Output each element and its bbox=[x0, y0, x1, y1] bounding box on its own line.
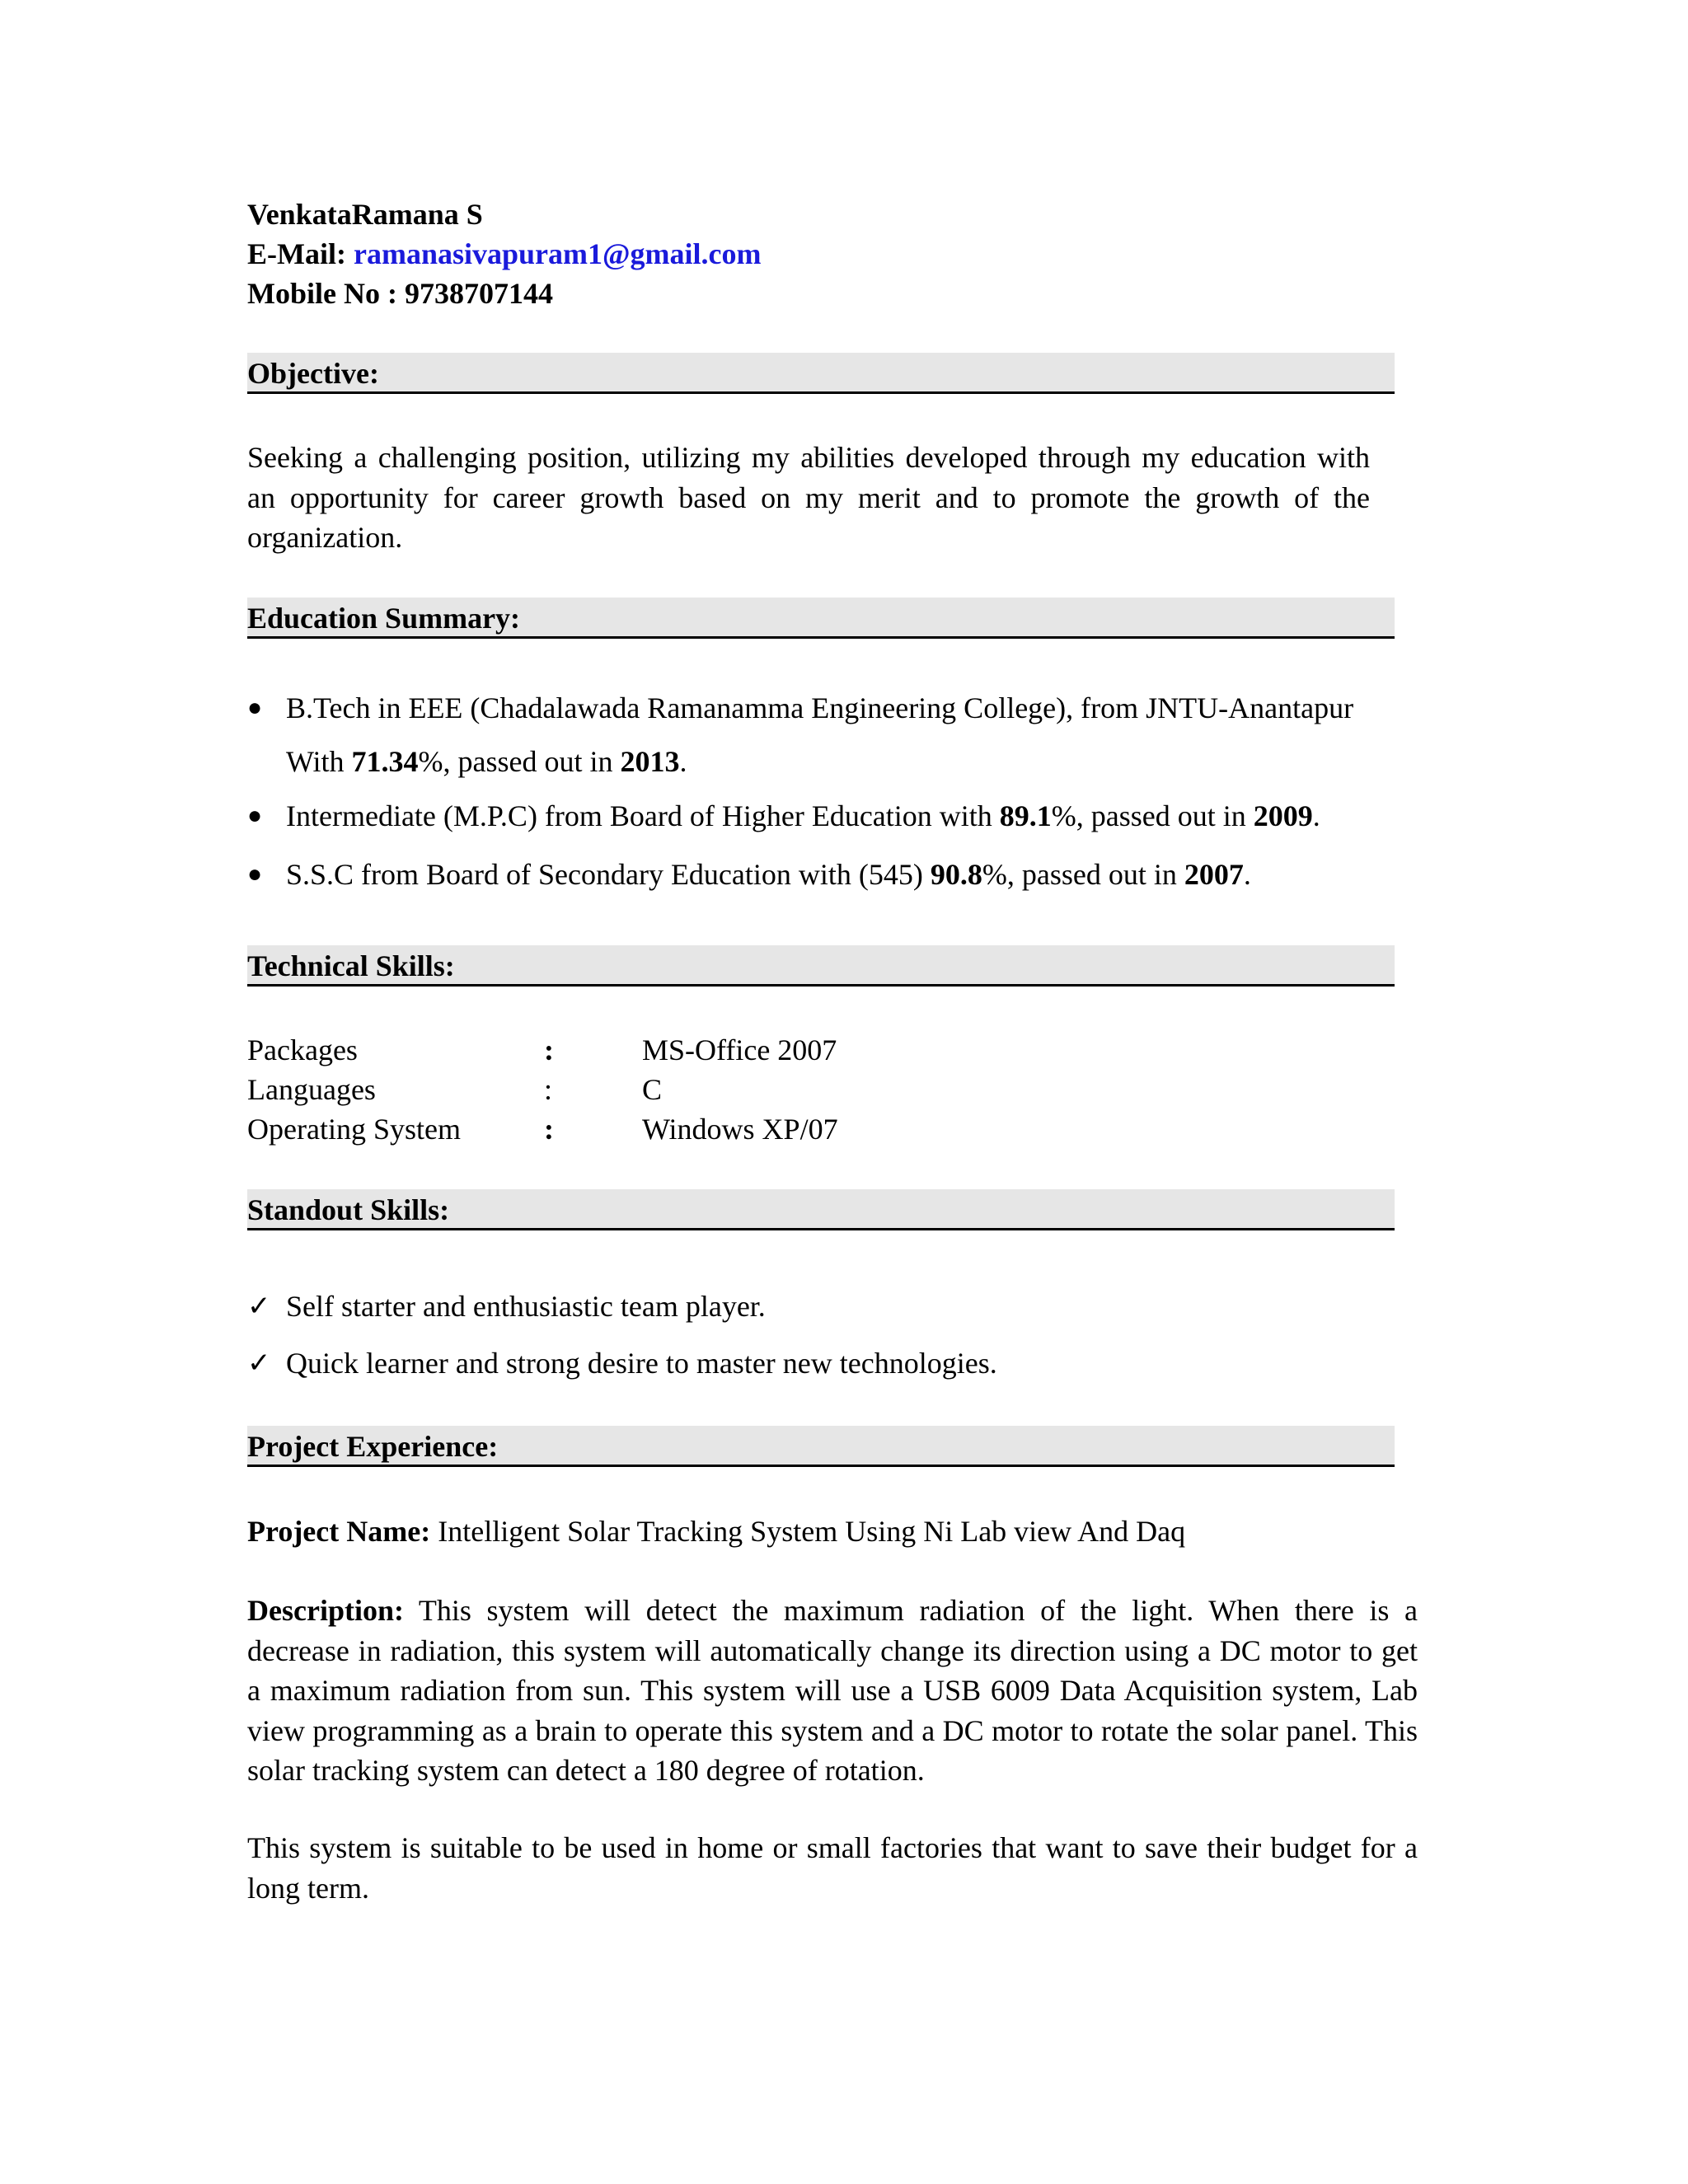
description-label: Description: bbox=[247, 1594, 404, 1627]
technical-skills-heading: Technical Skills: bbox=[247, 945, 1395, 987]
education-percentage: 89.1 bbox=[999, 799, 1052, 832]
education-text: . bbox=[679, 745, 687, 778]
objective-line: an opportunity for career growth based on my merit and to promote the growth of the bbox=[247, 480, 1370, 514]
project-name-label: Project Name: bbox=[247, 1515, 431, 1548]
skill-value: MS-Office 2007 bbox=[642, 1033, 837, 1066]
project-description bbox=[247, 1591, 1418, 1791]
candidate-name: VenkataRamana S bbox=[247, 198, 483, 231]
standout-skills-heading: Standout Skills: bbox=[247, 1189, 1395, 1230]
closing-line: This system is suitable to be used in home or small factories that want to save their budget for a bbox=[247, 1831, 1418, 1864]
education-item bbox=[286, 855, 1251, 894]
description-line: decrease in radiation, this system will automatically change its direction using a DC motor to get bbox=[247, 1633, 1418, 1667]
education-text: %, passed out in bbox=[1051, 799, 1254, 832]
objective-text bbox=[247, 438, 1370, 558]
checkmark-icon: ✓ bbox=[247, 1290, 271, 1323]
closing-line: long term. bbox=[247, 1871, 369, 1905]
education-heading: Education Summary: bbox=[247, 598, 1395, 639]
description-text: This system will detect the maximum radiation of the light. When there is a bbox=[403, 1594, 1418, 1627]
email-line bbox=[247, 234, 761, 274]
skill-colon: : bbox=[544, 1073, 553, 1106]
education-year: 2013 bbox=[620, 745, 680, 778]
education-text: . bbox=[1312, 799, 1320, 832]
standout-item: Self starter and enthusiastic team player. bbox=[286, 1290, 766, 1323]
description-line: view programming as a brain to operate this system and a DC motor to rotate the solar panel. This bbox=[247, 1713, 1418, 1747]
objective-line: organization. bbox=[247, 521, 403, 554]
education-year: 2007 bbox=[1184, 858, 1244, 891]
education-text: %, passed out in bbox=[982, 858, 1184, 891]
education-text: Intermediate (M.P.C) from Board of Higher Education with bbox=[286, 799, 1000, 832]
bullet-icon: ● bbox=[247, 694, 263, 721]
education-year: 2009 bbox=[1253, 799, 1313, 832]
skill-value: Windows XP/07 bbox=[642, 1113, 838, 1146]
education-percentage: 90.8 bbox=[930, 858, 982, 891]
description-line: solar tracking system can detect a 180 degree of rotation. bbox=[247, 1754, 925, 1787]
skill-colon: : bbox=[544, 1033, 554, 1066]
education-text: %, passed out in bbox=[418, 745, 621, 778]
mobile-line bbox=[247, 274, 553, 313]
description-line bbox=[247, 1591, 1418, 1631]
education-item bbox=[286, 796, 1320, 836]
education-item-continuation bbox=[286, 742, 687, 781]
education-text: . bbox=[1243, 858, 1251, 891]
education-item: B.Tech in EEE (Chadalawada Ramanamma Engineering College), from JNTU-Anantapur bbox=[286, 691, 1354, 724]
education-text: With bbox=[286, 745, 352, 778]
objective-heading: Objective: bbox=[247, 353, 1395, 394]
email-label: E-Mail: bbox=[247, 237, 346, 270]
objective-line: Seeking a challenging position, utilizing my abilities developed through my education with bbox=[247, 441, 1370, 474]
project-name-line bbox=[247, 1511, 1185, 1551]
mobile-number: 9738707144 bbox=[404, 277, 553, 310]
email-link[interactable]: ramanasivapuram1@gmail.com bbox=[353, 237, 762, 270]
mobile-label: Mobile No : bbox=[247, 277, 397, 310]
skill-label: Languages bbox=[247, 1073, 376, 1106]
skill-colon: : bbox=[544, 1113, 554, 1146]
skill-label: Operating System bbox=[247, 1113, 461, 1146]
project-closing bbox=[247, 1828, 1418, 1908]
skill-label: Packages bbox=[247, 1033, 358, 1066]
project-name: Intelligent Solar Tracking System Using Ni Lab view And Daq bbox=[430, 1515, 1186, 1548]
standout-item: Quick learner and strong desire to master new technologies. bbox=[286, 1347, 997, 1380]
education-text: S.S.C from Board of Secondary Education with (545) bbox=[286, 858, 931, 891]
description-line: a maximum radiation from sun. This system will use a USB 6009 Data Acquisition system, Lab bbox=[247, 1674, 1418, 1707]
project-experience-heading: Project Experience: bbox=[247, 1426, 1395, 1467]
bullet-icon: ● bbox=[247, 802, 263, 829]
checkmark-icon: ✓ bbox=[247, 1347, 271, 1380]
education-percentage: 71.34 bbox=[351, 745, 419, 778]
skill-value: C bbox=[642, 1073, 663, 1106]
bullet-icon: ● bbox=[247, 860, 263, 888]
